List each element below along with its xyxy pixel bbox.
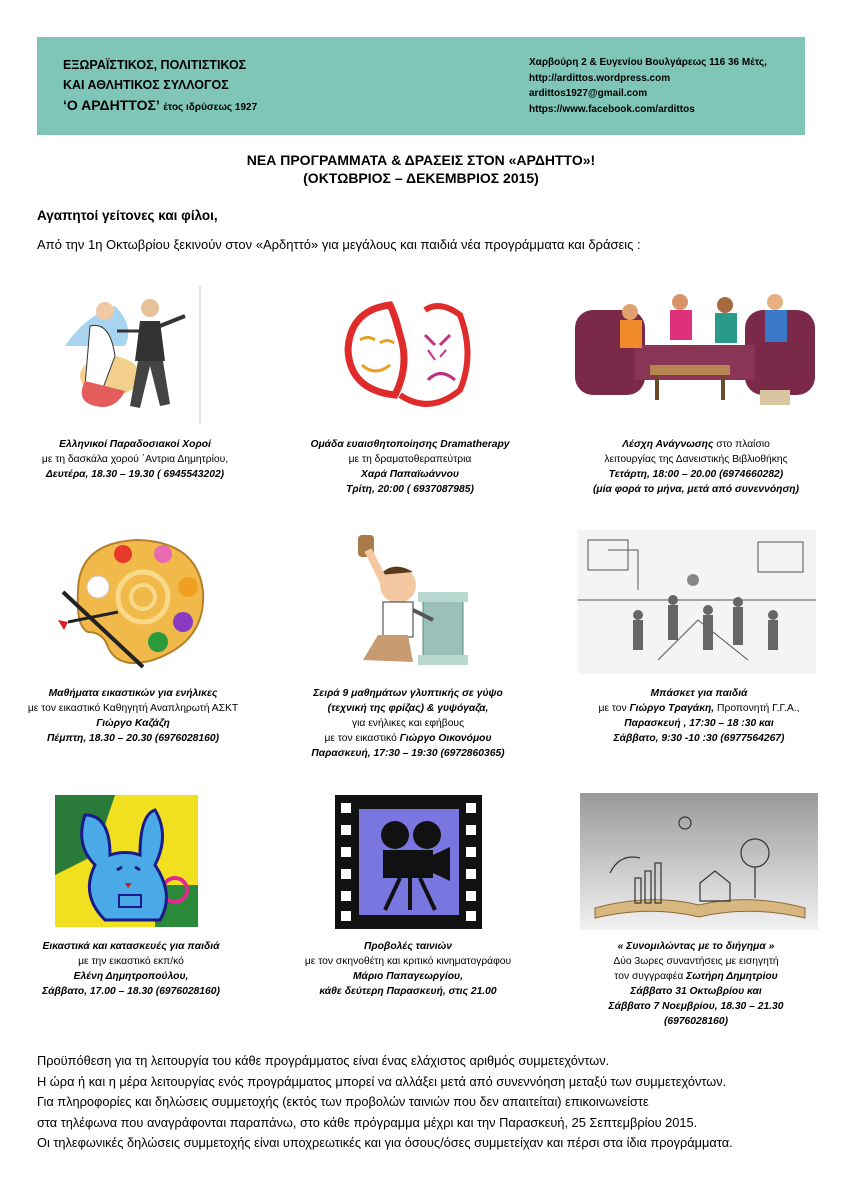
- website-link[interactable]: http://ardittos.wordpress.com: [529, 72, 671, 84]
- basketball-schedule-1: Παρασκευή , 17:30 – 18 :30 και: [624, 718, 774, 729]
- org-block: [63, 55, 257, 118]
- footer-line-5: Οι τηλεφωνικές δηλώσεις συμμετοχής είναι υποχρεωτικές και για όσους/όσες συμμετείχαν και πέρσι στα ίδια προγράμματα.: [37, 1135, 733, 1150]
- story-description: Δύο 3ωρες συναντήσεις με εισηγητή: [613, 956, 779, 967]
- kids-art-title: Εικαστικά και κατασκευές για παιδιά: [42, 941, 220, 952]
- intro-text: Από την 1η Οκτωβρίου ξεκινούν στον «Αρδηττό» για μεγάλους και παιδιά νέα προγράμματα και δράσεις :: [37, 237, 641, 252]
- footer-line-3: Για πληροφορίες και δηλώσεις συμμετοχής (εκτός των προβολών ταινιών που δεν απαιτείται) επικοινωνείστε: [37, 1094, 649, 1109]
- sculptor-illustration: [338, 530, 478, 670]
- basketball-title: Μπάσκετ για παιδιά: [650, 688, 748, 699]
- bunny-painting-illustration: [55, 795, 198, 927]
- art-teacher-name: Γιώργο Καζάζη: [96, 718, 170, 729]
- org-line-2: ΚΑΙ ΑΘΛΗΤΙΚΟΣ ΣΥΛΛΟΓΟΣ: [63, 78, 229, 92]
- cinema-host-role: με τον σκηνοθέτη και κριτικό κινηματογράφου: [304, 956, 512, 967]
- dance-title: Ελληνικοί Παραδοσιακοί Χοροί: [59, 439, 211, 450]
- drama-teacher-role: με τη δραματοθεραπεύτρια: [348, 454, 472, 465]
- email-link[interactable]: ardittos1927@gmail.com: [529, 88, 648, 99]
- dance-illustration: [55, 286, 203, 424]
- header-banner: [37, 37, 805, 135]
- sculpture-audience: για ενήλικες και εφήβους: [351, 718, 465, 729]
- drama-title: Ομάδα ευαισθητοποίησης Dramatherapy: [310, 439, 510, 450]
- reading-schedule: Τετάρτη, 18:00 – 20.00 (6974660282): [608, 469, 784, 480]
- story-date-2: Σάββατο 7 Νοεμβρίου, 18.30 – 21.30: [608, 1001, 784, 1012]
- reading-title-suffix: στο πλαίσιο: [713, 439, 770, 450]
- art-title: Μαθήματα εικαστικών για ενήλικες: [48, 688, 218, 699]
- dance-schedule: Δευτέρα, 18.30 – 19.30 ( 6945543202): [45, 469, 225, 480]
- footer-line-2: Η ώρα ή και η μέρα λειτουργίας ενός προγράμματος μπορεί να αλλάξει μετά από συνεννόηση μεταξύ των συμμετεχόντων.: [37, 1073, 727, 1089]
- caption-dance: [0, 437, 280, 482]
- address: Χαρβούρη 2 & Ευγενίου Βουλγάρεως 116 36 Μέτς,: [529, 57, 767, 68]
- caption-sculpture: [268, 686, 548, 761]
- page-title: ΝΕΑ ΠΡΟΓΡΑΜΜΑΤΑ & ΔΡΑΣΕΙΣ ΣΤΟΝ «ΑΡΔΗΤΤΟ»!: [246, 152, 596, 168]
- sculpture-schedule: Παρασκευή, 17:30 – 19:30 (6972860365): [311, 748, 505, 759]
- sculpture-title: Σειρά 9 μαθημάτων γλυπτικής σε γύψο: [313, 688, 503, 699]
- founded-text: έτος ιδρύσεως 1927: [163, 102, 258, 113]
- footer-line-1: Προϋπόθεση για τη λειτουργία του κάθε προγράμματος είναι ένας ελάχιστος αριθμός συμμετεχόντων.: [37, 1053, 610, 1068]
- open-book-illustration: [580, 793, 818, 930]
- cinema-schedule: κάθε δεύτερη Παρασκευή, στις 21.00: [319, 986, 497, 997]
- caption-cinema: [268, 939, 548, 999]
- story-writer-name: Σωτήρη Δημητρίου: [686, 971, 778, 982]
- basketball-coach-name: Γιώργο Τραγάκη,: [629, 703, 715, 714]
- basketball-sketch-illustration: [578, 530, 816, 674]
- contact-block: [529, 55, 767, 117]
- reading-title: Λέσχη Ανάγνωσης: [622, 439, 714, 450]
- story-date-1: Σάββατο 31 Οκτωβρίου και: [630, 986, 762, 997]
- basketball-coach-role: Προπονητή Γ.Γ.Α.,: [714, 703, 800, 714]
- theatre-masks-illustration: [340, 295, 478, 415]
- caption-art: [0, 686, 278, 746]
- cinema-title: Προβολές ταινιών: [364, 941, 452, 952]
- story-writer-role: τον συγγραφέα: [614, 971, 687, 982]
- story-phone: (6976028160): [663, 1016, 729, 1027]
- reading-context: λειτουργίας της Δανειστικής Βιβλιοθήκης: [604, 454, 788, 465]
- story-title: « Συνομιλώντας με το διήγημα »: [617, 941, 775, 952]
- drama-schedule: Τρίτη, 20:00 ( 6937087985): [346, 484, 474, 495]
- greeting: Αγαπητοί γείτονες και φίλοι,: [37, 208, 218, 223]
- footer-line-4: στα τηλέφωνα που αναγράφονται παραπάνω, στο κάθε πρόγραμμα μέχρι και την Παρασκευή, 25 Σεπτεμβρίου 2015.: [37, 1114, 698, 1130]
- film-projector-illustration: [335, 795, 482, 929]
- kids-art-teacher-name: Ελένη Δημητροπούλου,: [73, 971, 189, 982]
- dance-teacher: με τη δασκάλα χορού ΄Αντρια Δημητρίου,: [41, 454, 229, 465]
- art-schedule: Πέμπτη, 18.30 – 20.30 (6976028160): [46, 733, 220, 744]
- sculpture-teacher-name: Γιώργο Οικονόμου: [399, 733, 492, 744]
- palette-illustration: [58, 532, 208, 672]
- caption-reading: [556, 437, 836, 497]
- org-line-1: ΕΞΩΡΑΪΣΤΙΚΟΣ, ΠΟΛΙΤΙΣΤΙΚΟΣ: [63, 58, 247, 72]
- art-teacher-role: με τον εικαστικό Καθηγητή Αναπληρωτή ΑΣΚΤ: [27, 703, 239, 714]
- drama-teacher-name: Χαρά Παπαϊωάννου: [361, 469, 459, 480]
- org-name: ‘Ο ΑΡΔΗΤΤΟΣ’: [63, 97, 160, 113]
- basketball-schedule-2: Σάββατο, 9:30 -10 :30 (6977564267): [613, 733, 785, 744]
- caption-basketball: [559, 686, 839, 746]
- reading-club-illustration: [575, 290, 817, 410]
- footer-notes: [37, 1051, 837, 1154]
- caption-drama: [270, 437, 550, 497]
- basketball-prefix: με τον: [598, 703, 630, 714]
- kids-art-teacher-role: με την εικαστικό εκπ/κό: [78, 956, 184, 967]
- kids-art-schedule: Σάββατο, 17.00 – 18.30 (6976028160): [42, 986, 220, 997]
- reading-note: (μία φορά το μήνα, μετά από συνεννόηση): [592, 484, 800, 495]
- sculpture-technique: (τεχνική της φρίζας) & γυψόγαζα,: [327, 703, 489, 714]
- caption-kids-art: [0, 939, 276, 999]
- facebook-link[interactable]: https://www.facebook.com/ardittos: [529, 103, 695, 115]
- caption-story: [556, 939, 836, 1029]
- sculpture-teacher-role: με τον εικαστικό: [324, 733, 400, 744]
- cinema-host-name: Μάριο Παπαγεωργίου,: [352, 971, 463, 982]
- page-subtitle: (ΟΚΤΩΒΡΙΟΣ – ΔΕΚΕΜΒΡΙΟΣ 2015): [303, 170, 539, 186]
